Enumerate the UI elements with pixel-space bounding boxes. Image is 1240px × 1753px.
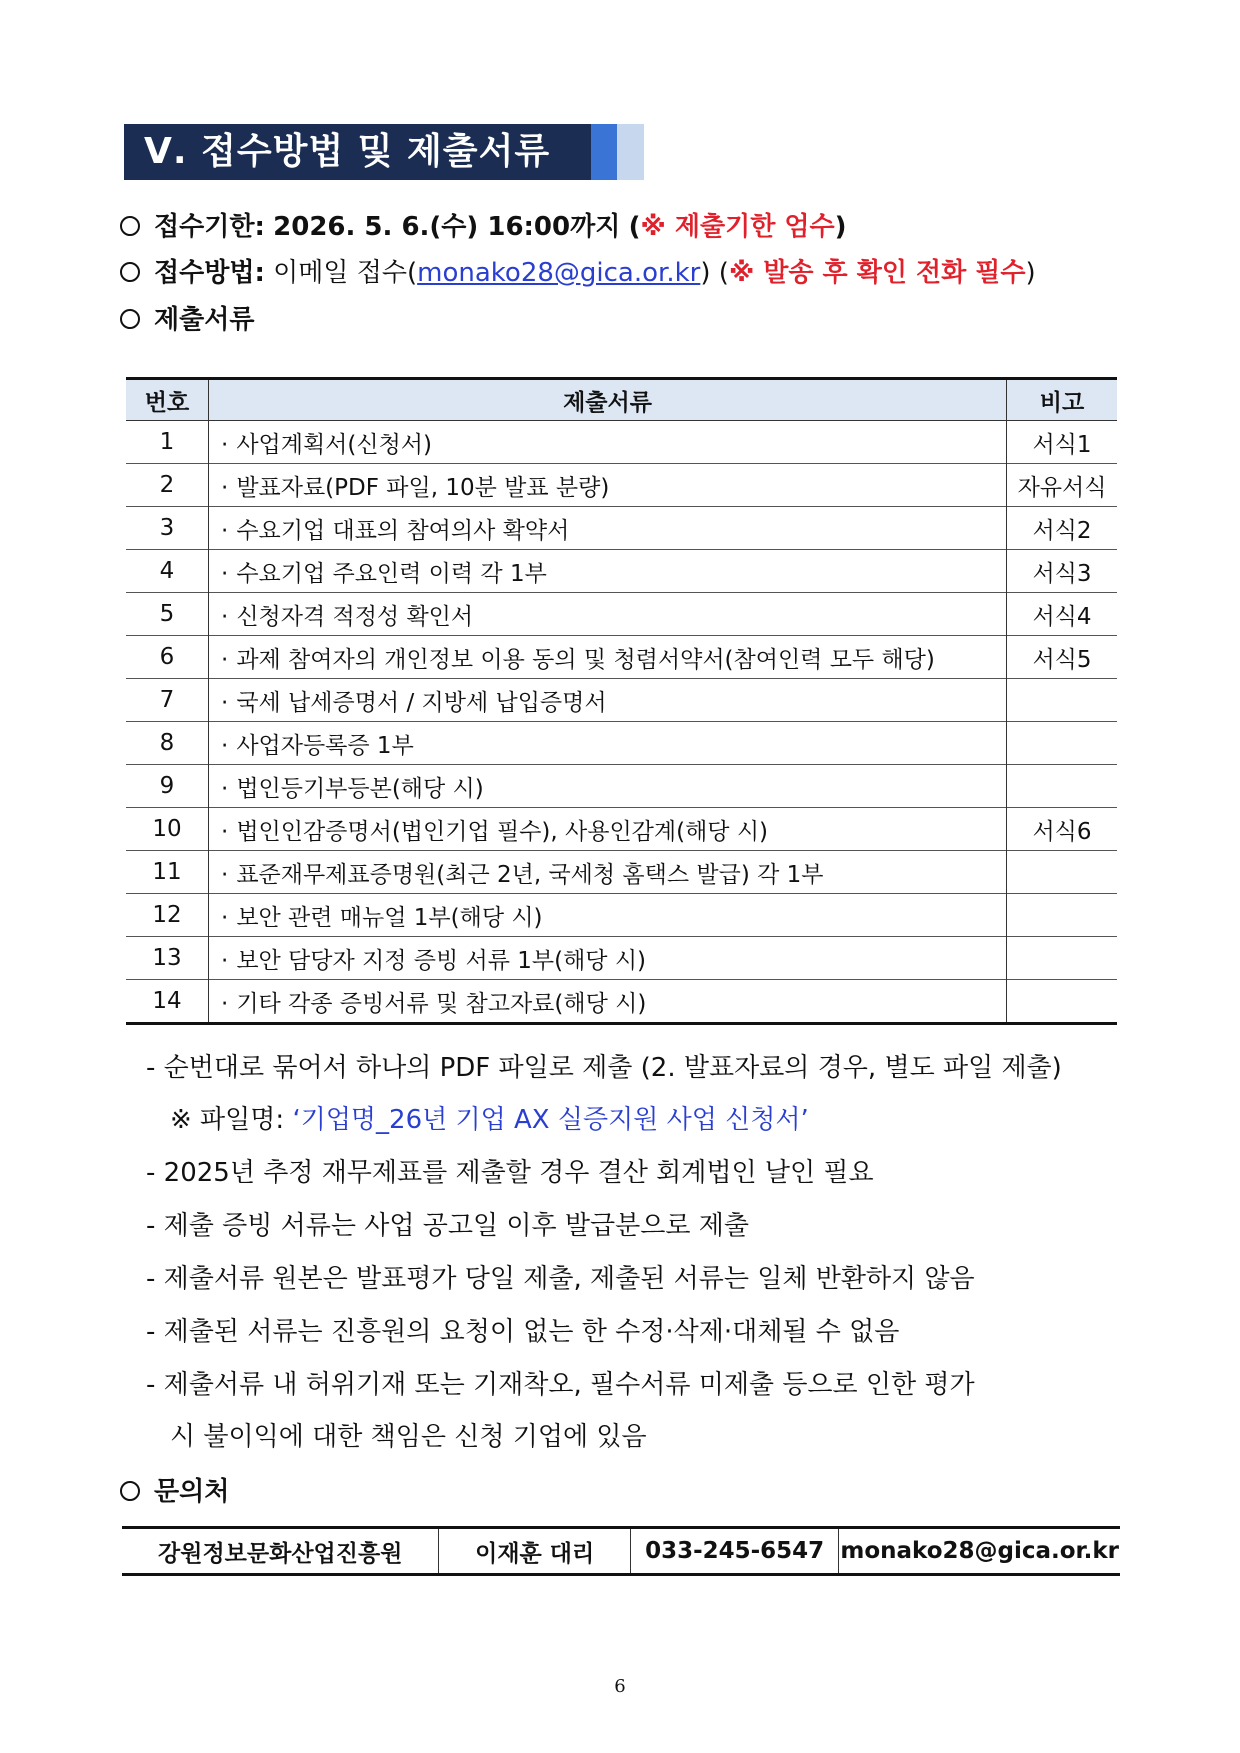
paren-open: (: [718, 258, 729, 288]
row-note: 서식6: [1007, 808, 1118, 851]
section-header-accent-light: [617, 124, 644, 180]
contact-email[interactable]: monako28@gica.or.kr: [839, 1528, 1120, 1575]
note-5: - 제출된 서류는 진흥원의 요청이 없는 한 수정·삭제·대체될 수 없음: [146, 1317, 900, 1347]
row-note: [1007, 722, 1118, 765]
method-label: 접수방법:: [154, 258, 265, 288]
document-name-text: 기타 각종 증빙서류 및 참고자료(해당 시): [236, 990, 647, 1017]
column-header-name: 제출서류: [209, 379, 1007, 421]
documents-table: [126, 377, 1117, 1025]
table-row: [126, 937, 1117, 980]
row-note: 서식3: [1007, 550, 1118, 593]
document-name-text: 발표자료(PDF 파일, 10분 발표 분량): [236, 474, 610, 501]
contact-heading: 문의처: [154, 1477, 230, 1507]
middle-dot-icon: ·: [221, 646, 229, 673]
row-number: 14: [126, 980, 209, 1024]
filename-note: [170, 1098, 809, 1142]
documents-heading: 제출서류: [154, 305, 255, 335]
middle-dot-icon: ·: [221, 947, 229, 974]
column-header-no: 번호: [126, 379, 209, 421]
circle-bullet-icon: [120, 216, 140, 236]
row-document-name: [209, 894, 1007, 937]
method-email-link[interactable]: monako28@gica.or.kr: [417, 258, 701, 288]
middle-dot-icon: ·: [221, 818, 229, 845]
table-row: [126, 808, 1117, 851]
table-row: [126, 636, 1117, 679]
row-note: 서식2: [1007, 507, 1118, 550]
row-number: 9: [126, 765, 209, 808]
row-document-name: [209, 765, 1007, 808]
row-note: [1007, 980, 1118, 1024]
circle-bullet-icon: [120, 1481, 140, 1501]
paren-close: ): [700, 258, 711, 288]
table-row: [126, 507, 1117, 550]
table-row: [126, 722, 1117, 765]
row-note: [1007, 937, 1118, 980]
row-note: [1007, 894, 1118, 937]
paren-close: ): [834, 212, 847, 242]
row-number: 5: [126, 593, 209, 636]
row-number: 1: [126, 421, 209, 464]
row-note: 서식5: [1007, 636, 1118, 679]
section-title: Ⅴ. 접수방법 및 제출서류: [144, 131, 551, 172]
contact-phone: 033-245-6547: [630, 1528, 838, 1575]
table-row: [126, 421, 1117, 464]
deadline-value: 2026. 5. 6.(수) 16:00까지: [273, 212, 621, 242]
filename-value: ‘기업명_26년 기업 AX 실증지원 사업 신청서’: [292, 1105, 809, 1135]
note-3: - 제출 증빙 서류는 사업 공고일 이후 발급분으로 제출: [146, 1211, 749, 1241]
middle-dot-icon: ·: [221, 517, 229, 544]
table-row: [126, 765, 1117, 808]
document-name-text: 수요기업 주요인력 이력 각 1부: [236, 560, 547, 587]
row-number: 11: [126, 851, 209, 894]
method-line: [120, 251, 1036, 295]
row-document-name: [209, 464, 1007, 507]
table-row: [126, 894, 1117, 937]
table-row: [126, 980, 1117, 1024]
page-number: 6: [614, 1676, 626, 1697]
document-name-text: 법인인감증명서(법인기업 필수), 사용인감계(해당 시): [236, 818, 769, 845]
middle-dot-icon: ·: [221, 431, 229, 458]
section-header: [124, 124, 644, 180]
contact-heading-line: [120, 1470, 229, 1514]
row-number: 13: [126, 937, 209, 980]
row-note: 서식4: [1007, 593, 1118, 636]
deadline-line: [120, 205, 846, 249]
row-document-name: [209, 679, 1007, 722]
middle-dot-icon: ·: [221, 689, 229, 716]
row-number: 3: [126, 507, 209, 550]
middle-dot-icon: ·: [221, 560, 229, 587]
paren-close: ): [1025, 258, 1036, 288]
row-document-name: [209, 636, 1007, 679]
row-note: 자유서식: [1007, 464, 1118, 507]
note-1: - 순번대로 묶어서 하나의 PDF 파일로 제출 (2. 발표자료의 경우, 별도 파일 제출): [146, 1053, 1062, 1083]
table-row: [126, 679, 1117, 722]
middle-dot-icon: ·: [221, 603, 229, 630]
middle-dot-icon: ·: [221, 861, 229, 888]
table-row: [126, 593, 1117, 636]
row-number: 2: [126, 464, 209, 507]
row-document-name: [209, 507, 1007, 550]
contact-person: 이재훈 대리: [439, 1528, 630, 1575]
document-name-text: 사업계획서(신청서): [236, 431, 433, 458]
row-note: 서식1: [1007, 421, 1118, 464]
row-note: [1007, 765, 1118, 808]
note-6b: 시 불이익에 대한 책임은 신청 기업에 있음: [170, 1422, 647, 1452]
row-document-name: [209, 421, 1007, 464]
circle-bullet-icon: [120, 262, 140, 282]
contact-row: [122, 1528, 1120, 1575]
row-number: 12: [126, 894, 209, 937]
row-document-name: [209, 550, 1007, 593]
row-document-name: [209, 722, 1007, 765]
row-number: 7: [126, 679, 209, 722]
document-name-text: 보안 담당자 지정 증빙 서류 1부(해당 시): [236, 947, 647, 974]
method-note: ※ 발송 후 확인 전화 필수: [728, 258, 1026, 288]
middle-dot-icon: ·: [221, 732, 229, 759]
row-note: [1007, 679, 1118, 722]
row-document-name: [209, 937, 1007, 980]
row-document-name: [209, 980, 1007, 1024]
note-2: - 2025년 추정 재무제표를 제출할 경우 결산 회계법인 날인 필요: [146, 1158, 874, 1188]
table-row: [126, 851, 1117, 894]
table-row: [126, 464, 1117, 507]
paren-open: (: [628, 212, 641, 242]
row-note: [1007, 851, 1118, 894]
note-6a: - 제출서류 내 허위기재 또는 기재착오, 필수서류 미제출 등으로 인한 평가: [146, 1370, 975, 1400]
row-document-name: [209, 851, 1007, 894]
column-header-note: 비고: [1007, 379, 1118, 421]
row-document-name: [209, 593, 1007, 636]
contact-table: [122, 1526, 1120, 1576]
middle-dot-icon: ·: [221, 904, 229, 931]
deadline-label: 접수기한:: [154, 212, 265, 242]
table-header-row: [126, 379, 1117, 421]
document-name-text: 신청자격 적정성 확인서: [236, 603, 474, 630]
document-name-text: 보안 관련 매뉴얼 1부(해당 시): [236, 904, 543, 931]
document-name-text: 표준재무제표증명원(최근 2년, 국세청 홈택스 발급) 각 1부: [236, 861, 824, 888]
circle-bullet-icon: [120, 309, 140, 329]
middle-dot-icon: ·: [221, 990, 229, 1017]
contact-org: 강원정보문화산업진흥원: [122, 1528, 439, 1575]
row-number: 8: [126, 722, 209, 765]
deadline-note: ※ 제출기한 엄수: [640, 212, 835, 242]
row-number: 4: [126, 550, 209, 593]
row-number: 6: [126, 636, 209, 679]
row-document-name: [209, 808, 1007, 851]
documents-heading-line: [120, 298, 254, 342]
filename-label: ※ 파일명:: [170, 1105, 293, 1135]
row-number: 10: [126, 808, 209, 851]
note-4: - 제출서류 원본은 발표평가 당일 제출, 제출된 서류는 일체 반환하지 않음: [146, 1264, 975, 1294]
document-name-text: 과제 참여자의 개인정보 이용 동의 및 청렴서약서(참여인력 모두 해당): [236, 646, 935, 673]
middle-dot-icon: ·: [221, 474, 229, 501]
table-row: [126, 550, 1117, 593]
middle-dot-icon: ·: [221, 775, 229, 802]
document-name-text: 법인등기부등본(해당 시): [236, 775, 484, 802]
method-prefix: 이메일 접수(: [273, 258, 418, 288]
document-name-text: 수요기업 대표의 참여의사 확약서: [236, 517, 570, 544]
document-name-text: 국세 납세증명서 / 지방세 납입증명서: [236, 689, 607, 716]
document-name-text: 사업자등록증 1부: [236, 732, 414, 759]
section-header-accent: [591, 124, 617, 180]
